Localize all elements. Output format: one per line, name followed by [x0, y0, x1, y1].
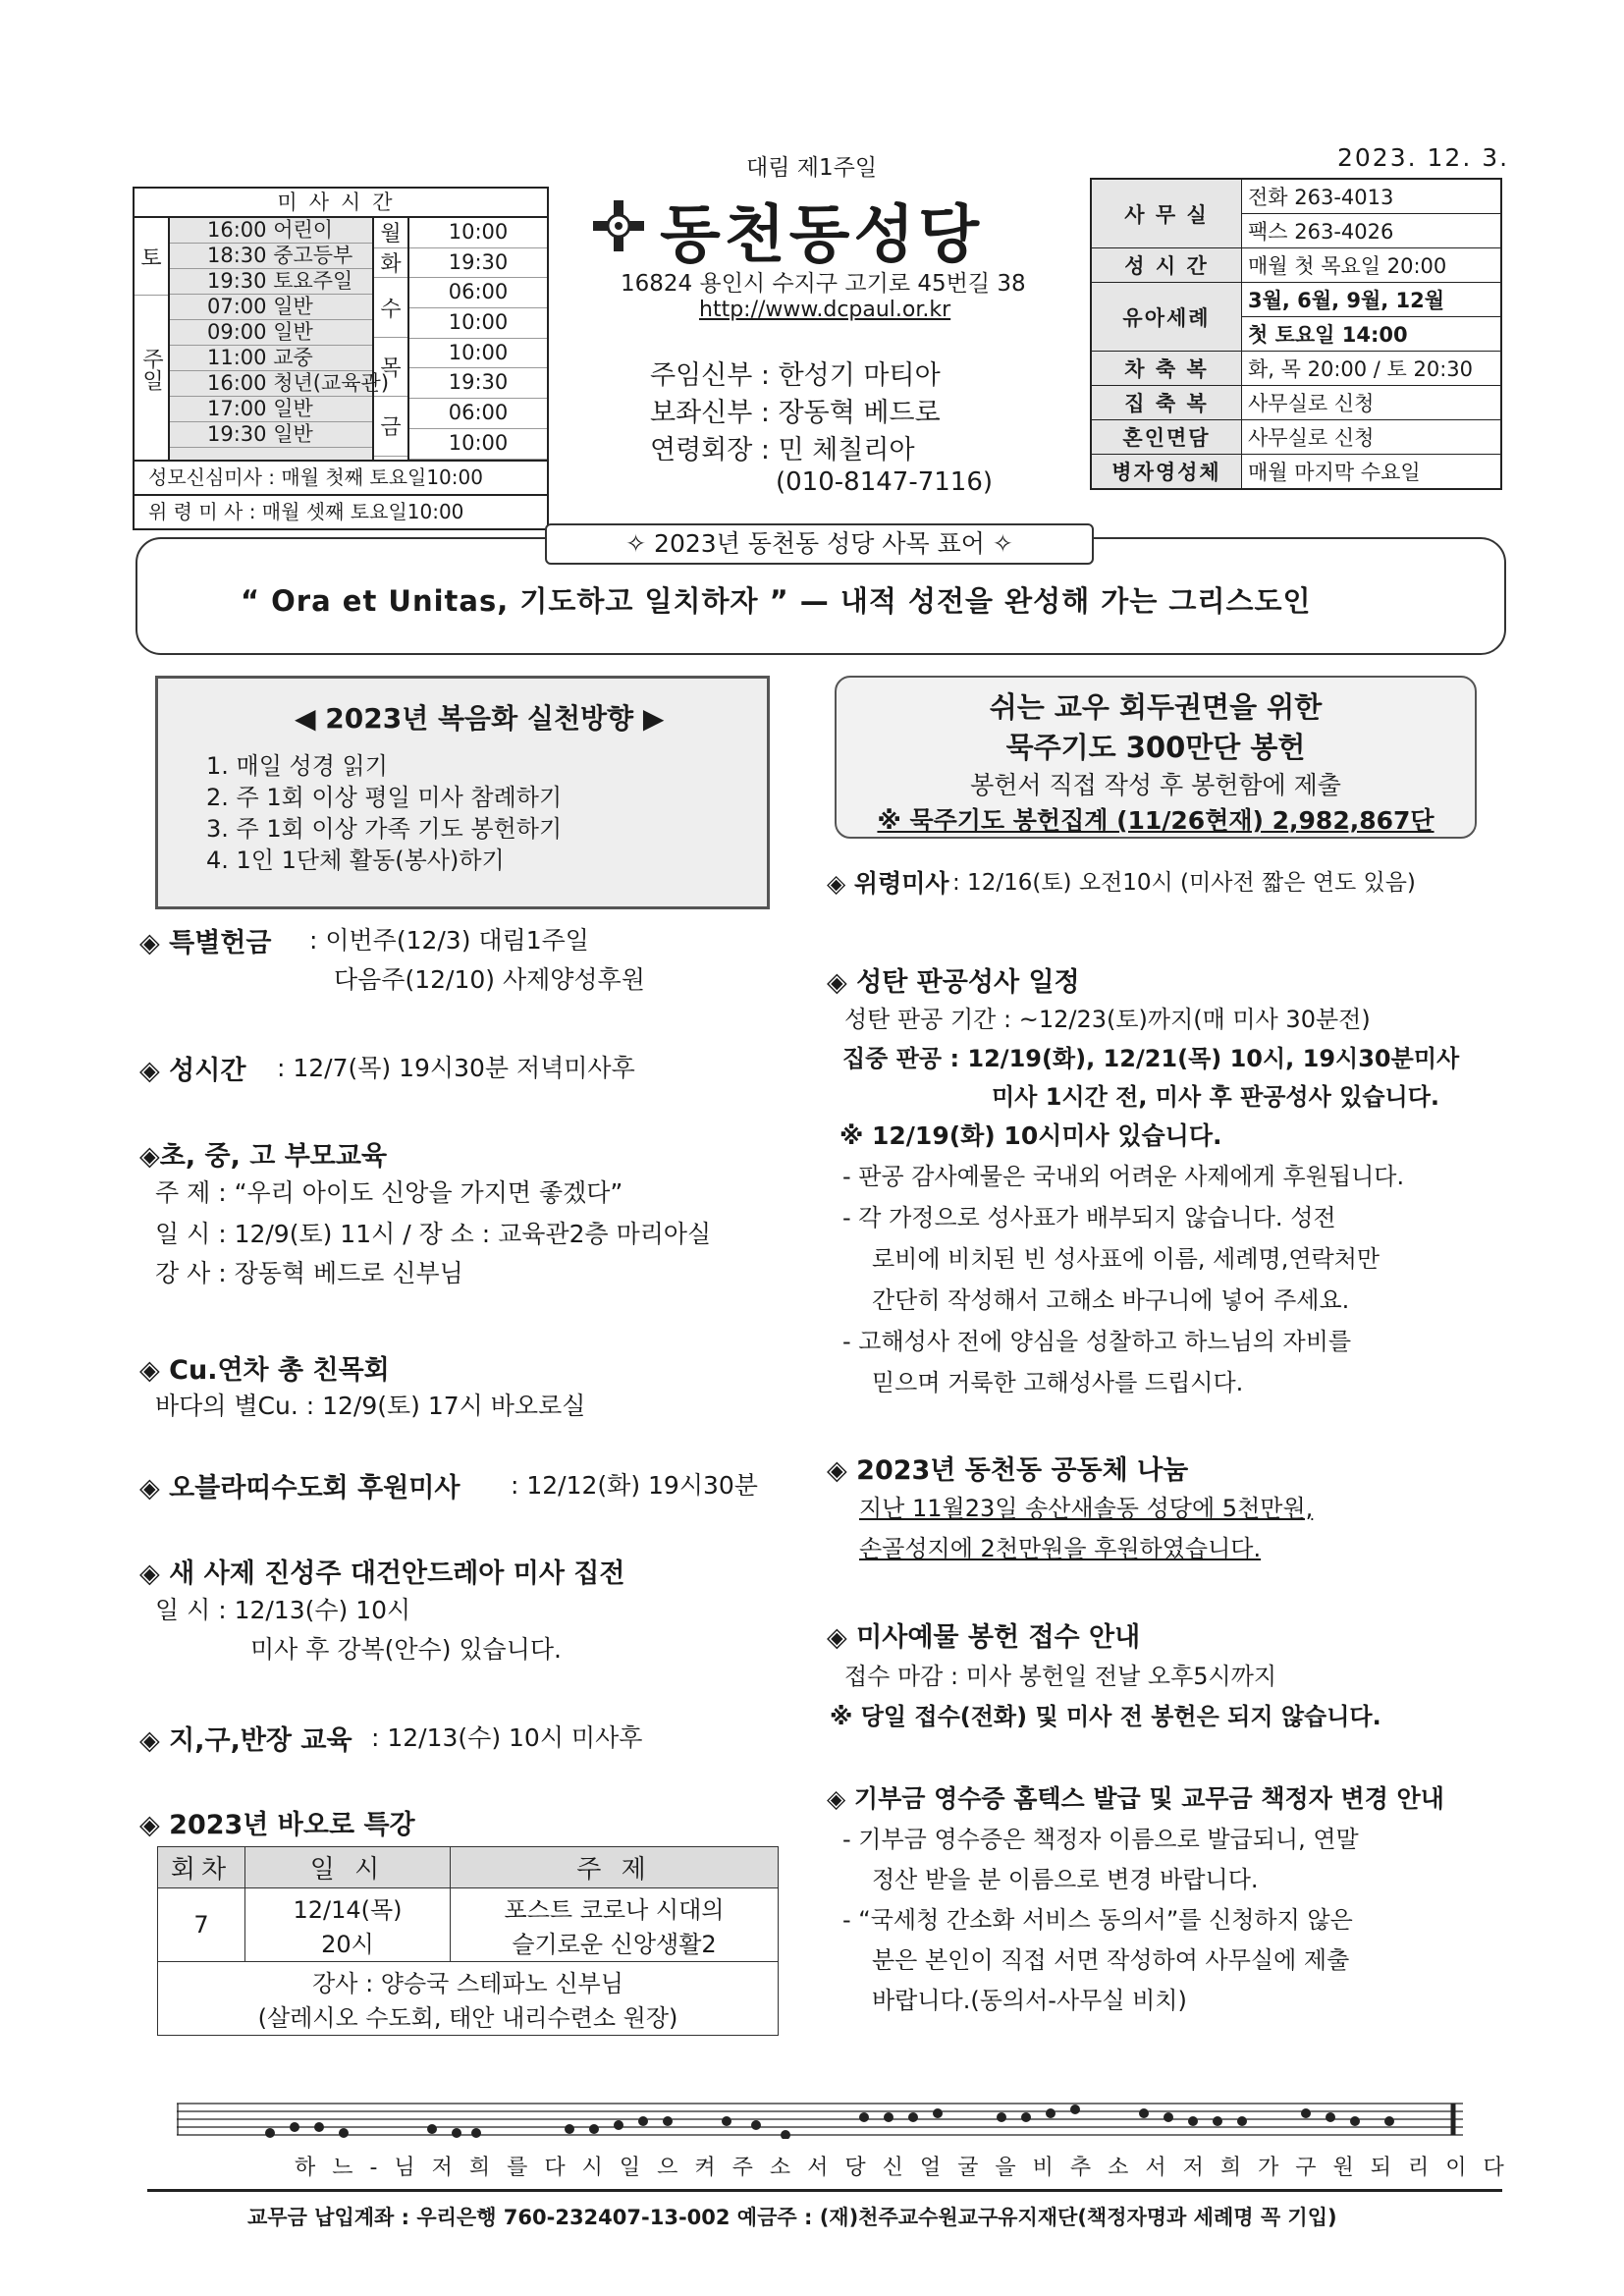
church-website-link[interactable]: http://www.dcpaul.or.kr: [699, 298, 951, 322]
weekend-day-column: [135, 218, 170, 460]
cross-logo-icon: [589, 196, 648, 255]
weekday-time: 06:00: [409, 399, 547, 429]
weekend-times: [170, 218, 390, 460]
mass-time-row: 16:00 어린이: [170, 218, 372, 244]
assistant-priest: 보좌신부 : 장동혁 베드로: [650, 398, 941, 428]
memorial-mass-line: : 12/16(토) 오전10시 (미사전 짧은 연도 있음): [952, 870, 1416, 896]
lecture-col-header: 회차: [158, 1847, 245, 1888]
weekday-time: 10:00: [409, 218, 547, 248]
parent-education-line: 강 사 : 장동혁 베드로 신부님: [155, 1259, 463, 1287]
donation-receipt-line: - “국세청 간소화 서비스 동의서”를 신청하지 않은: [842, 1906, 1353, 1934]
mass-time-row: 16:00 청년(교육관): [170, 371, 372, 397]
mass-offering-line: 접수 마감 : 미사 봉헌일 전날 오후5시까지: [844, 1663, 1277, 1690]
evangelization-item: 2. 주 1회 이상 평일 미사 참례하기: [206, 784, 563, 811]
confession-line: ※ 12/19(화) 10시미사 있습니다.: [839, 1121, 1222, 1150]
music-staff-icon: [177, 2100, 1463, 2139]
community-sharing-title: ◈ 2023년 동천동 공동체 나눔: [827, 1455, 1189, 1486]
footer-rule: [147, 2189, 1502, 2192]
confession-line: - 판공 감사예물은 국내외 어려운 사제에게 후원됩니다.: [842, 1163, 1405, 1190]
mass-times-title: 미사시간: [135, 189, 547, 218]
marian-mass-note: 성모신심미사 : 매월 첫째 토요일10:00: [135, 460, 547, 494]
info-key: 차 축 복: [1091, 352, 1242, 386]
paul-lecture-title: ◈ 2023년 바오로 특강: [139, 1810, 415, 1840]
donation-receipt-line: 정산 받을 분 이름으로 변경 바랍니다.: [872, 1866, 1259, 1893]
cu-meeting-line: 바다의 별Cu. : 12/9(토) 17시 바오로실: [155, 1392, 586, 1420]
evangelization-item: 3. 주 1회 이상 가족 기도 봉헌하기: [206, 815, 563, 843]
mass-time-row: 09:00 일반: [170, 320, 372, 346]
donation-receipt-line: - 기부금 영수증은 책정자 이름으로 발급되니, 연말: [842, 1826, 1359, 1853]
info-key: 성 시 간: [1091, 248, 1242, 283]
weekday-times: [409, 218, 547, 460]
new-priest-mass-title: ◈ 새 사제 진성주 대건안드레아 미사 집전: [139, 1558, 625, 1589]
holy-hour-title: ◈ 성시간: [139, 1056, 246, 1086]
info-key: 사 무 실: [1091, 179, 1242, 248]
confession-line: 믿으며 거룩한 고해성사를 드립시다.: [872, 1369, 1244, 1396]
confession-line: 미사 1시간 전, 미사 후 판공성사 있습니다.: [992, 1083, 1440, 1111]
community-sharing-line: 손골성지에 2천만원을 후원하였습니다.: [859, 1535, 1262, 1562]
mass-time-row: 19:30 일반: [170, 422, 372, 448]
parent-education-line: 주 제 : “우리 아이도 신앙을 가지면 좋겠다”: [155, 1178, 623, 1207]
new-priest-mass-line: 일 시 : 12/13(수) 10시: [155, 1596, 411, 1624]
special-collection-line: 다음주(12/10) 사제양성후원: [334, 965, 645, 994]
info-value: 매월 마지막 수요일: [1242, 455, 1502, 490]
weekday-time: 19:30: [409, 368, 547, 399]
christmas-confession-title: ◈ 성탄 판공성사 일정: [827, 967, 1080, 998]
mass-time-row: 11:00 교중: [170, 346, 372, 371]
weekday-label: 수: [374, 278, 407, 337]
leader-education-line: : 12/13(수) 10시 미사후: [371, 1723, 643, 1752]
info-value: 팩스 263-4026: [1242, 214, 1502, 248]
lecture-time: 20시: [321, 1931, 374, 1958]
info-key: 혼인면담: [1091, 420, 1242, 455]
funeral-committee-phone: (010-8147-7116): [776, 467, 994, 497]
lecture-col-header: 일 시: [245, 1847, 451, 1888]
lecture-speaker: 강사 : 양승국 스테파노 신부님: [312, 1970, 623, 1997]
mass-times-table: [133, 187, 549, 530]
evangelization-title: ◀ 2023년 복음화 실천방향 ▶: [295, 702, 665, 735]
lecture-topic: 포스트 코로나 시대의: [504, 1896, 725, 1924]
info-value: 첫 토요일 14:00: [1242, 317, 1502, 352]
lecture-number: 7: [158, 1888, 245, 1962]
new-priest-mass-line: 미사 후 강복(안수) 있습니다.: [250, 1635, 562, 1664]
rosary-line-3: 봉헌서 직접 작성 후 봉헌함에 제출: [970, 771, 1341, 799]
info-value: 사무실로 신청: [1242, 386, 1502, 420]
tithe-account-info: 교무금 납입계좌 : 우리은행 760-232407-13-002 예금주 : (재)천주교수원교구유지재단(책정자명과 세례명 꼭 기입): [247, 2206, 1337, 2229]
rosary-line-2: 묵주기도 300만단 봉헌: [1005, 731, 1306, 764]
lecture-speaker-affiliation: (살레시오 수도회, 태안 내리수련소 원장): [257, 2004, 678, 2032]
memorial-mass-title: ◈ 위령미사: [827, 869, 949, 898]
mass-time-row: 19:30 토요주일: [170, 269, 372, 295]
cu-meeting-title: ◈ Cu.연차 총 친목회: [139, 1355, 390, 1386]
info-value: 전화 263-4013: [1242, 179, 1502, 214]
donation-receipt-title: ◈ 기부금 영수증 홈텍스 발급 및 교무금 책정자 변경 안내: [827, 1784, 1444, 1813]
rosary-campaign-box: [835, 676, 1477, 839]
weekday-time: 19:30: [409, 248, 547, 279]
weekday-label: 화: [374, 248, 407, 279]
parent-education-title: ◈초, 중, 고 부모교육: [139, 1141, 388, 1172]
weekday-time: 06:00: [409, 278, 547, 308]
info-value: 매월 첫 목요일 20:00: [1242, 248, 1502, 283]
parent-education-line: 일 시 : 12/9(토) 11시 / 장 소 : 교육관2층 마리아실: [155, 1220, 712, 1248]
confession-line: 로비에 비치된 빈 성사표에 이름, 세례명,연락처만: [872, 1245, 1380, 1273]
mass-time-row: 07:00 일반: [170, 295, 372, 320]
confession-line: - 고해성사 전에 양심을 성찰하고 하느님의 자비를: [842, 1328, 1352, 1355]
parish-info-table: [1090, 178, 1502, 490]
info-value: 사무실로 신청: [1242, 420, 1502, 455]
song-lyrics: 하 느 - 님 저 희 를 다 시 일 으 켜 주 소 서 당 신 얼 굴 을 비 추 소 서 저 희 가 구 원 되 리 이 다: [295, 2156, 1509, 2180]
weekday-time: 10:00: [409, 339, 547, 369]
weekday-label: 금: [374, 397, 407, 456]
info-key: 유아세례: [1091, 283, 1242, 352]
donation-receipt-line: 바랍니다.(동의서-사무실 비치): [872, 1987, 1187, 2014]
info-key: 병자영성체: [1091, 455, 1242, 490]
rosary-line-1: 쉬는 교우 회두권면을 위한: [989, 690, 1323, 724]
confession-line: 성탄 판공 기간 : ~12/23(토)까지(매 미사 30분전): [844, 1006, 1371, 1033]
weekday-column: [374, 218, 409, 460]
special-collection-line: : 이번주(12/3) 대림1주일: [309, 926, 589, 955]
lecture-topic: 슬기로운 신앙생활2: [512, 1931, 717, 1958]
lecture-col-header: 주 제: [451, 1847, 779, 1888]
mass-times-footer: [135, 460, 547, 528]
evangelization-item: 4. 1인 1단체 활동(봉사)하기: [206, 847, 505, 874]
weekday-label: 목: [374, 338, 407, 397]
bulletin-date: 2023. 12. 3.: [1337, 143, 1510, 172]
mass-offering-title: ◈ 미사예물 봉헌 접수 안내: [827, 1622, 1141, 1653]
saturday-label: 토: [135, 218, 168, 296]
confession-line: 집중 판공 : 12/19(화), 12/21(목) 10시, 19시30분미사: [842, 1045, 1460, 1072]
special-collection-title: ◈ 특별헌금: [139, 928, 272, 958]
confession-line: - 각 가정으로 성사표가 배부되지 않습니다. 성전: [842, 1204, 1336, 1231]
info-value: 화, 목 20:00 / 토 20:30: [1242, 352, 1502, 386]
oblates-mass-title: ◈ 오블라띠수도회 후원미사: [139, 1473, 460, 1503]
holy-hour-line: : 12/7(목) 19시30분 저녁미사후: [277, 1054, 635, 1082]
liturgical-week: 대림 제1주일: [746, 155, 878, 181]
rosary-tally: ※ 묵주기도 봉헌집계 (11/26현재) 2,982,867단: [877, 806, 1435, 835]
pastor: 주임신부 : 한성기 마티아: [650, 360, 941, 391]
mass-time-row: 18:30 중고등부: [170, 244, 372, 269]
weekday-time: 10:00: [409, 308, 547, 339]
sunday-label: 주일: [138, 348, 164, 391]
info-value: 3월, 6월, 9월, 12월: [1242, 283, 1502, 317]
church-address: 16824 용인시 수지구 고기로 45번길 38: [621, 271, 1026, 297]
church-name: 동천동성당: [660, 199, 984, 272]
weekday-label: 월: [374, 218, 407, 248]
memorial-mass-note: 위 령 미 사 : 매월 셋째 토요일10:00: [135, 494, 547, 528]
community-sharing-line: 지난 11월23일 송산새솔동 성당에 5천만원,: [859, 1495, 1314, 1522]
oblates-mass-line: : 12/12(화) 19시30분: [511, 1471, 758, 1500]
funeral-committee-head: 연령회장 : 민 체칠리아: [650, 435, 915, 465]
motto-text: “ Ora et Unitas, 기도하고 일치하자 ” — 내적 성전을 완성해 가는 그리스도인: [241, 584, 1312, 618]
lecture-date: 12/14(목): [293, 1896, 403, 1924]
weekday-time: 10:00: [409, 429, 547, 460]
evangelization-item: 1. 매일 성경 읽기: [206, 752, 388, 780]
mass-offering-line: ※ 당일 접수(전화) 및 미사 전 봉헌은 되지 않습니다.: [830, 1703, 1381, 1730]
motto-title: ✧ 2023년 동천동 성당 사목 표어 ✧: [545, 523, 1094, 565]
confession-line: 간단히 작성해서 고해소 바구니에 넣어 주세요.: [872, 1286, 1350, 1314]
mass-time-row: 17:00 일반: [170, 397, 372, 422]
info-key: 집 축 복: [1091, 386, 1242, 420]
leader-education-title: ◈ 지,구,반장 교육: [139, 1725, 352, 1756]
lecture-table: [157, 1846, 779, 2036]
donation-receipt-line: 분은 본인이 직접 서면 작성하여 사무실에 제출: [872, 1946, 1350, 1974]
